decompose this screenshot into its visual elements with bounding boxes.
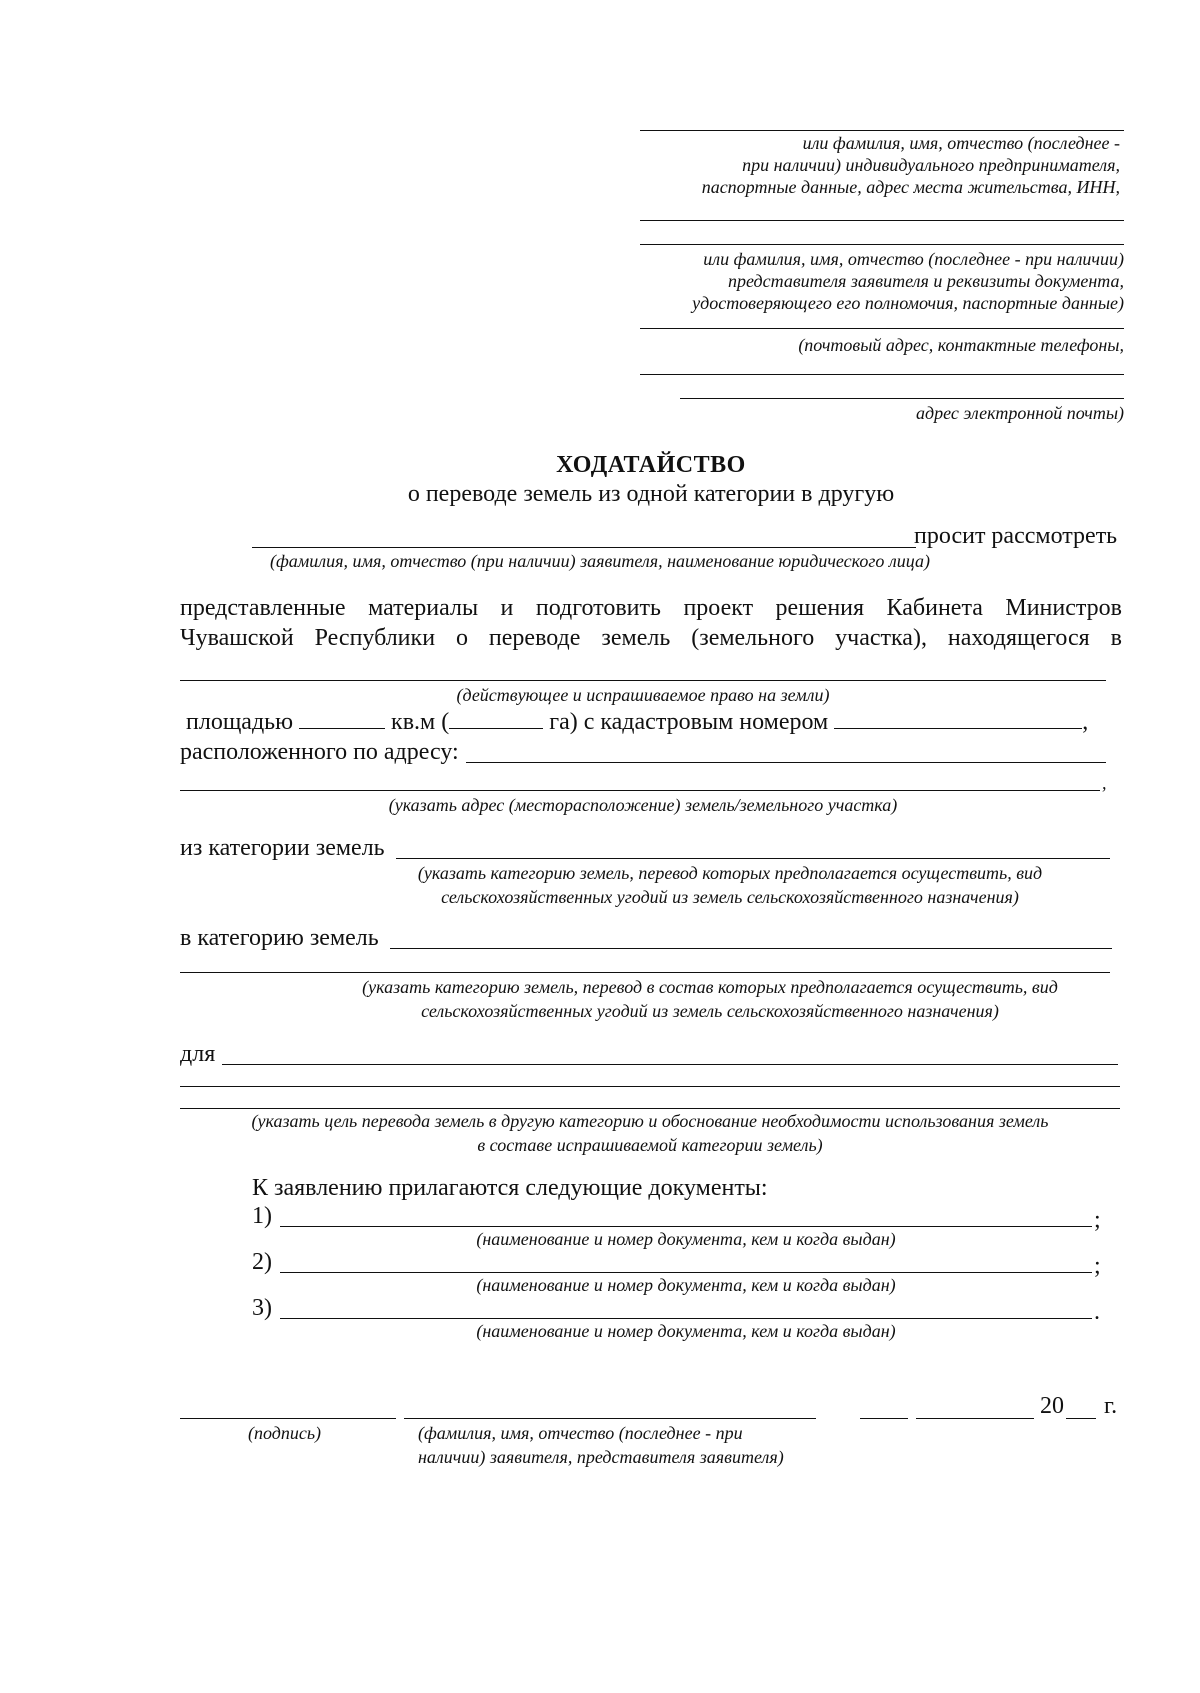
purpose-hint-2: в составе испрашиваемой категории земель) [477,1135,823,1155]
from-category-hint-1: (указать категорию земель, перевод которых предполагается осуществить, вид [417,863,1043,883]
address-field-2[interactable] [180,790,1100,791]
header-line-4 [640,328,1124,329]
attachment-field[interactable] [280,1226,1092,1227]
header-line-6 [680,398,1124,399]
applicant-field[interactable] [252,547,916,548]
attachment-number: 3) [252,1295,272,1321]
header-block-2-line: удостоверяющего его полномочия, паспортные данные) [692,293,1124,313]
cadastral-number-field[interactable] [834,708,1082,729]
date-day-field[interactable] [860,1418,908,1419]
document-subtitle: о переводе земель из одной категории в другую [407,481,895,507]
area-comma: , [1082,709,1089,735]
attachment-number: 1) [252,1203,272,1229]
address-label: расположенного по адресу: [180,739,459,765]
from-category-field[interactable] [396,858,1110,859]
from-category-label: из категории земель [180,835,385,861]
area-sqm-label: кв.м ( [391,709,450,735]
header-line-5 [640,374,1124,375]
header-block-1-line: при наличии) индивидуального предпринимателя, [742,155,1120,175]
area-ha-field[interactable] [449,708,543,729]
to-category-hint-1: (указать категорию земель, перевод в состав которых предполагается осуществить, вид [362,977,1058,997]
header-block-3: (почтовый адрес, контактные телефоны, [798,335,1124,355]
header-block-1 [560,132,1120,198]
signer-name-field[interactable] [404,1418,816,1419]
attachment-field[interactable] [280,1272,1092,1273]
from-category-hint-2: сельскохозяйственных угодий из земель сельскохозяйственного назначения) [441,887,1019,907]
attachment-hint: (наименование и номер документа, кем и когда выдан) [476,1229,896,1249]
header-block-2-line: или фамилия, имя, отчество (последнее - при наличии) [703,249,1124,269]
right-hint: (действующее и испрашиваемое право на земли) [456,685,830,705]
header-line-1 [640,130,1124,131]
attachments-heading: К заявлению прилагаются следующие документы: [252,1175,768,1201]
year-prefix: 20 [1040,1393,1064,1419]
header-block-1-line: паспортные данные, адрес места жительства, ИНН, [701,177,1120,197]
right-field[interactable] [180,680,1106,681]
document-title: ХОДАТАЙСТВО [556,452,746,478]
attachment-hint: (наименование и номер документа, кем и когда выдан) [476,1275,896,1295]
attachment-end: ; [1094,1253,1101,1279]
address-hint: (указать адрес (месторасположение) земель/земельного участка) [388,795,898,815]
address-comma: , [1102,773,1107,793]
to-category-label: в категорию земель [180,925,379,951]
signature-hint: (подпись) [248,1423,322,1443]
header-block-2 [560,248,1124,314]
attachment-field[interactable] [280,1318,1092,1319]
attachment-end: ; [1094,1207,1101,1233]
intro-line-2: Чувашской Республики о переводе земель (земельного участка), находящегося в [180,625,1122,651]
purpose-field-1[interactable] [222,1064,1118,1065]
purpose-field-3[interactable] [180,1108,1120,1109]
header-block-4: адрес электронной почты) [916,403,1124,423]
signer-name-hint-2: наличии) заявителя, представителя заявителя) [418,1447,784,1467]
attachment-number: 2) [252,1249,272,1275]
date-year-field[interactable] [1066,1418,1096,1419]
date-month-field[interactable] [916,1418,1034,1419]
purpose-label: для [180,1041,216,1067]
area-ha-label: га) с кадастровым номером [549,709,829,735]
header-line-2 [640,220,1124,221]
signer-name-hint-1: (фамилия, имя, отчество (последнее - при [418,1423,743,1443]
to-category-field-2[interactable] [180,972,1110,973]
header-block-1-line: или фамилия, имя, отчество (последнее - [802,133,1120,153]
year-suffix: г. [1104,1393,1118,1419]
intro-line-1: представленные материалы и подготовить проект решения Кабинета Министров [180,595,1122,621]
area-row [186,708,1126,736]
to-category-field-1[interactable] [390,948,1112,949]
header-block-2-line: представителя заявителя и реквизиты документа, [727,271,1124,291]
to-category-hint-2: сельскохозяйственных угодий из земель сельскохозяйственного назначения) [421,1001,999,1021]
area-sqm-field[interactable] [299,708,385,729]
attachment-hint: (наименование и номер документа, кем и когда выдан) [476,1321,896,1341]
purpose-hint-1: (указать цель перевода земель в другую категорию и обоснование необходимости использования земель [251,1111,1049,1131]
purpose-field-2[interactable] [180,1086,1120,1087]
address-field-1[interactable] [466,762,1106,763]
attachment-end: . [1094,1299,1100,1325]
signature-field[interactable] [180,1418,396,1419]
area-label: площадью [186,709,294,735]
header-line-3 [640,244,1124,245]
ask-text: просит рассмотреть [914,523,1118,549]
applicant-hint: (фамилия, имя, отчество (при наличии) заявителя, наименование юридического лица) [270,551,930,571]
